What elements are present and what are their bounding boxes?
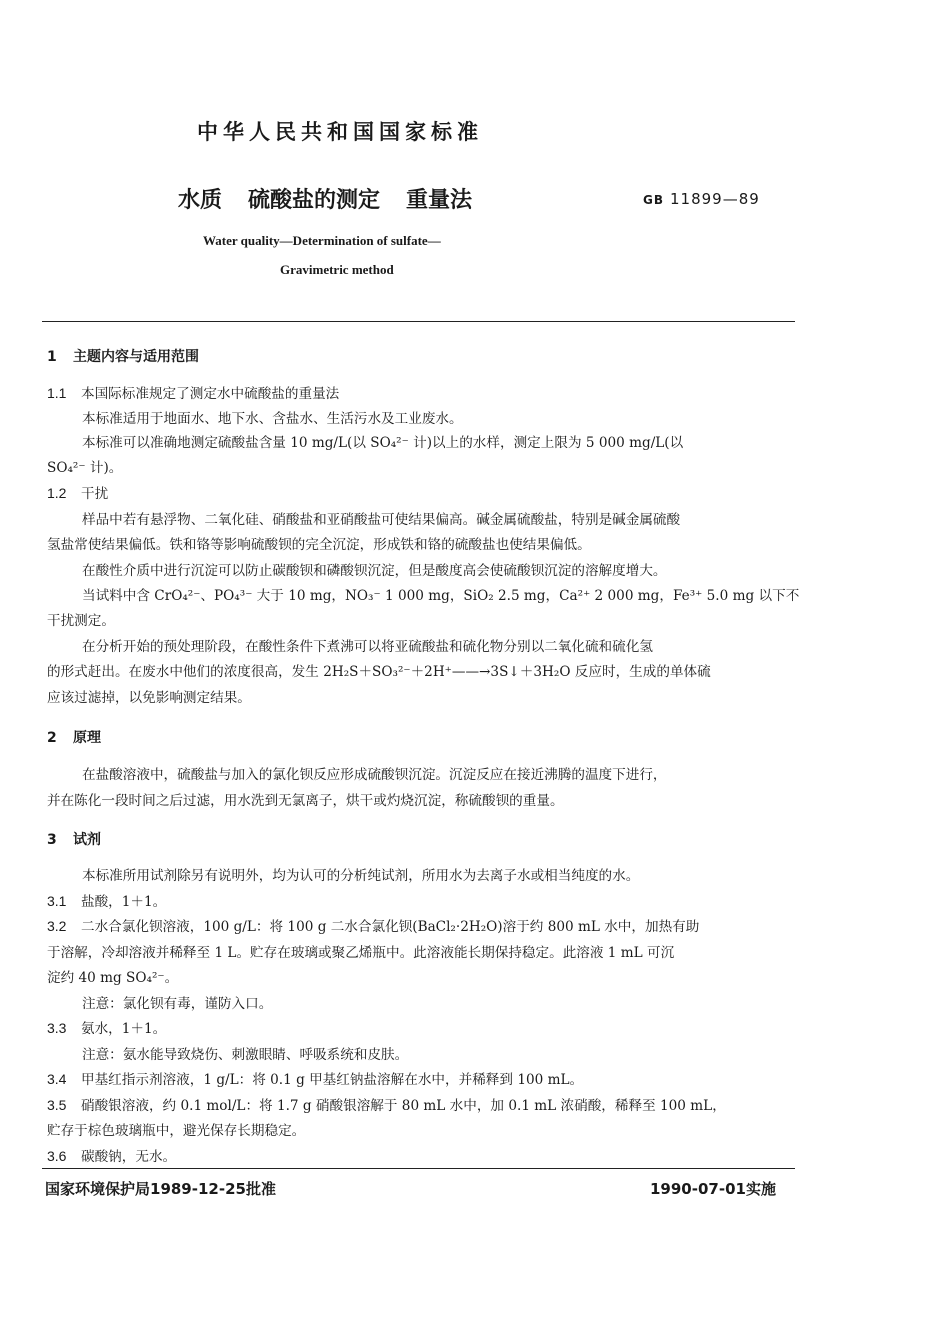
standard-prefix: GB — [643, 193, 664, 207]
paragraph-line: 贮存于棕色玻璃瓶中，避光保存长期稳定。 — [47, 1123, 306, 1139]
paragraph-line: 在分析开始的预处理阶段，在酸性条件下煮沸可以将亚硫酸盐和硫化物分别以二氧化硫和硫化氢 — [82, 639, 653, 655]
caution-note: 注意：氯化钡有毒，谨防入口。 — [82, 996, 273, 1012]
paragraph-line: 淀约 40 mg SO₄²⁻。 — [47, 970, 179, 986]
section-2-heading: 2 原理 — [47, 730, 101, 746]
paragraph-line: 于溶解，冷却溶液并稀释至 1 L。贮存在玻璃或聚乙烯瓶中。此溶液能长期保持稳定。此溶液 1 mL 可沉 — [47, 945, 675, 961]
paragraph-line: 应该过滤掉，以免影响测定结果。 — [47, 690, 251, 706]
subsection-3-1: 3.1 盐酸，1＋1。 — [47, 893, 167, 910]
subsection-3-6: 3.6 碳酸钠，无水。 — [47, 1148, 177, 1165]
paragraph-line: 本标准可以准确地测定硫酸盐含量 10 mg/L(以 SO₄²⁻ 计)以上的水样，测定上限为 5 000 mg/L(以 — [82, 435, 684, 451]
document-title — [178, 183, 472, 214]
effective-date: 1990-07-01实施 — [650, 1180, 776, 1198]
paragraph-line: 样品中若有悬浮物、二氧化硅、硝酸盐和亚硝酸盐可使结果偏高。碱金属硫酸盐，特别是碱金属硫酸 — [82, 512, 681, 528]
standard-code — [643, 190, 760, 208]
title-part-method: 重量法 — [406, 188, 473, 213]
subsection-1-2-heading: 1.2 干扰 — [47, 485, 109, 502]
paragraph-line: 当试料中含 CrO₄²⁻、PO₄³⁻ 大于 10 mg，NO₃⁻ 1 000 mg，SiO₂ 2.5 mg，Ca²⁺ 2 000 mg，Fe³⁺ 5.0 mg 以下不 — [82, 588, 800, 604]
paragraph-line: 氢盐常使结果偏低。铁和铬等影响硫酸钡的完全沉淀，形成铁和铬的硫酸盐也使结果偏低。 — [47, 537, 591, 553]
subsection-3-3: 3.3 氨水，1＋1。 — [47, 1020, 167, 1037]
title-part-water-quality: 水质 — [178, 188, 223, 213]
caution-note: 注意：氨水能导致烧伤、刺激眼睛、呼吸系统和皮肤。 — [82, 1047, 409, 1063]
paragraph-line: 本标准适用于地面水、地下水、含盐水、生活污水及工业废水。 — [82, 411, 463, 427]
section-1-title: 主题内容与适用范围 — [73, 349, 199, 365]
paragraph-line: 在酸性介质中进行沉淀可以防止碳酸钡和磷酸钡沉淀，但是酸度高会使硫酸钡沉淀的溶解度增大。 — [82, 563, 667, 579]
section-3-heading: 3 试剂 — [47, 832, 101, 848]
paragraph-line: 并在陈化一段时间之后过滤，用水洗到无氯离子，烘干或灼烧沉淀，称硫酸钡的重量。 — [47, 793, 564, 809]
subsection-3-5: 3.5 硝酸银溶液，约 0.1 mol/L：将 1.7 g 硝酸银溶解于 80 mL 水中，加 0.1 mL 浓硝酸，稀释至 100 mL， — [47, 1097, 726, 1114]
section-1-heading: 1 主题内容与适用范围 — [47, 349, 199, 365]
english-title-line-2: Gravimetric method — [280, 262, 394, 277]
paragraph-line: 干扰测定。 — [47, 613, 115, 629]
header-divider — [42, 321, 795, 322]
paragraph-line: 本标准所用试剂除另有说明外，均为认可的分析纯试剂，所用水为去离子水或相当纯度的水。 — [82, 868, 640, 884]
section-2-title: 原理 — [73, 730, 101, 746]
standard-number: 11899—89 — [670, 190, 760, 208]
footer-divider — [42, 1168, 795, 1169]
issuing-authority: 中华人民共和国国家标准 — [197, 120, 483, 144]
paragraph-line: SO₄²⁻ 计)。 — [47, 460, 123, 476]
english-title-line-1: Water quality—Determination of sulfate— — [203, 233, 441, 248]
subsection-1-1-heading: 1.1 本国际标准规定了测定水中硫酸盐的重量法 — [47, 385, 340, 402]
title-part-determination: 硫酸盐的测定 — [248, 188, 381, 213]
paragraph-line: 的形式赶出。在废水中他们的浓度很高，发生 2H₂S＋SO₃²⁻＋2H⁺——→3S↓＋3H₂O 反应时，生成的单体硫 — [47, 664, 711, 680]
subsection-3-4: 3.4 甲基红指示剂溶液，1 g/L：将 0.1 g 甲基红钠盐溶解在水中，并稀释到 100 mL。 — [47, 1071, 584, 1088]
approval-date: 国家环境保护局1989-12-25批准 — [45, 1180, 276, 1198]
paragraph-line: 在盐酸溶液中，硫酸盐与加入的氯化钡反应形成硫酸钡沉淀。沉淀反应在接近沸腾的温度下进行， — [82, 767, 667, 783]
subsection-3-2: 3.2 二水合氯化钡溶液，100 g/L：将 100 g 二水合氯化钡(BaCl₂·2H₂O)溶于约 800 mL 水中，加热有助 — [47, 918, 700, 935]
section-3-title: 试剂 — [73, 832, 101, 848]
